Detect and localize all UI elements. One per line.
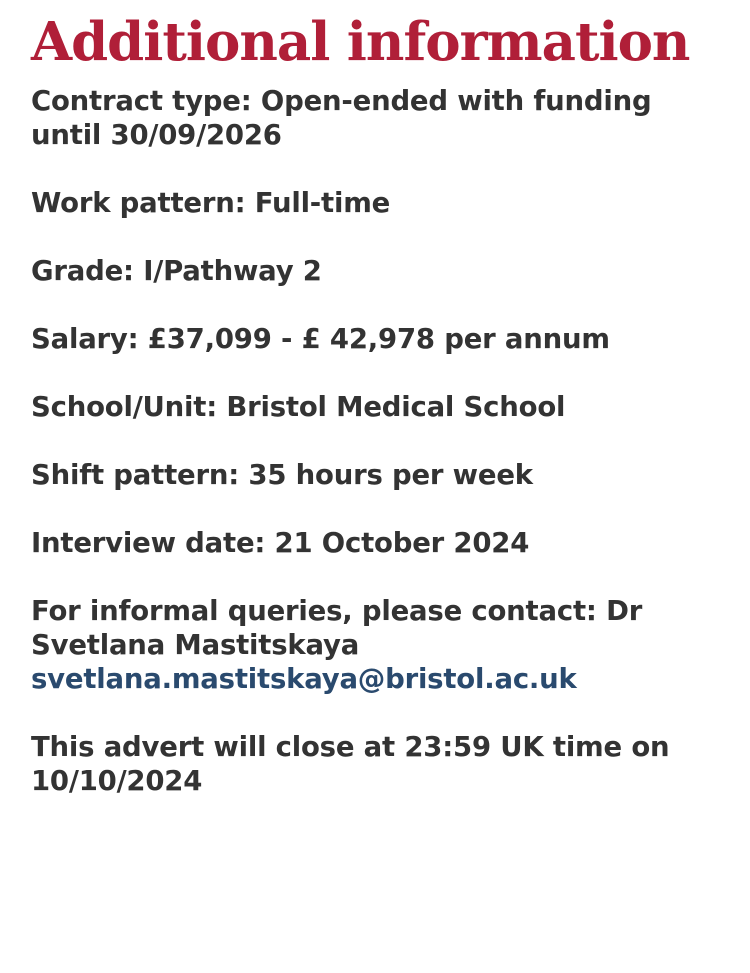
section-heading: Additional information bbox=[31, 11, 690, 73]
salary: Salary: £37,099 - £ 42,978 per annum bbox=[31, 323, 610, 355]
work-pattern: Work pattern: Full-time bbox=[31, 187, 391, 219]
shift-pattern: Shift pattern: 35 hours per week bbox=[31, 459, 533, 491]
informal-queries-contact bbox=[31, 594, 721, 696]
grade: Grade: I/Pathway 2 bbox=[31, 255, 322, 287]
school-unit: School/Unit: Bristol Medical School bbox=[31, 391, 566, 423]
additional-information-section bbox=[31, 10, 721, 798]
contact-text: For informal queries, please contact: Dr Svetlana Mastitskaya bbox=[31, 595, 643, 661]
closing-date: This advert will close at 23:59 UK time on 10/10/2024 bbox=[31, 731, 670, 797]
info-list bbox=[31, 84, 721, 798]
contact-email-link[interactable]: svetlana.mastitskaya@bristol.ac.uk bbox=[31, 663, 577, 695]
interview-date: Interview date: 21 October 2024 bbox=[31, 527, 530, 559]
contract-type: Contract type: Open-ended with funding until 30/09/2026 bbox=[31, 85, 652, 151]
